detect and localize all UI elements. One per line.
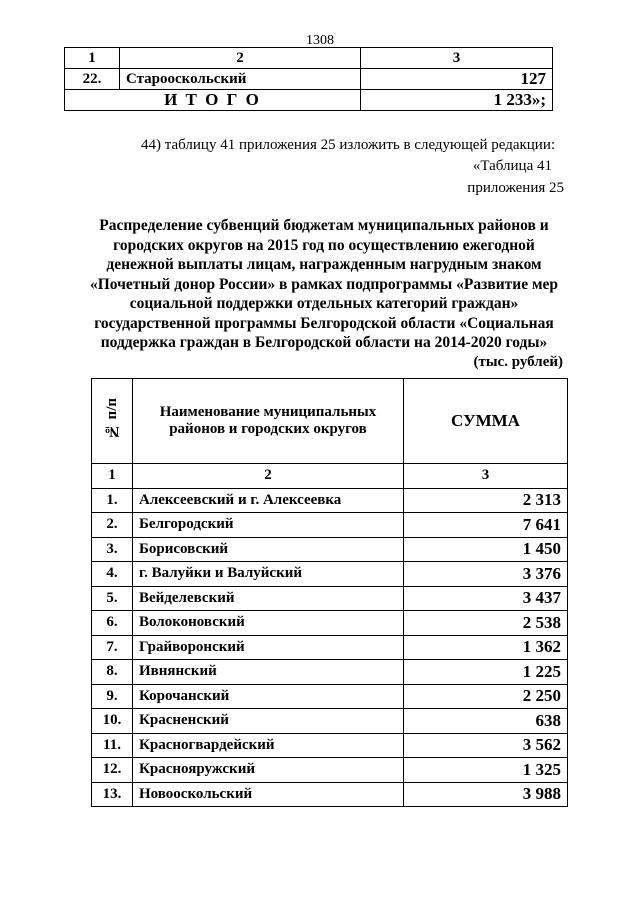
row-amount: 127 xyxy=(361,69,553,90)
row-amount: 2 538 xyxy=(404,611,568,636)
row-number: 7. xyxy=(92,635,133,660)
heading-line: государственной программы Белгородской области «Социальная xyxy=(94,314,554,332)
table-row xyxy=(92,684,568,709)
units-label: (тыс. рублей) xyxy=(473,354,563,370)
row-name: Грайворонский xyxy=(133,635,404,660)
row-name: Вейделевский xyxy=(133,586,404,611)
row-name: Корочанский xyxy=(133,684,404,709)
row-name: Новооскольский xyxy=(133,782,404,807)
header-name-line: Наименование муниципальных xyxy=(159,404,377,420)
table-row xyxy=(92,611,568,636)
table-row xyxy=(92,488,568,513)
document-heading xyxy=(64,216,584,353)
row-name: Белгородский xyxy=(133,513,404,538)
table-index-row xyxy=(92,464,568,489)
heading-line: городских округов на 2015 год по осуществлению ежегодной xyxy=(113,236,535,254)
row-name: Ивнянский xyxy=(133,660,404,685)
row-amount: 7 641 xyxy=(404,513,568,538)
header-name-line: районов и городских округов xyxy=(169,421,367,437)
row-name: Старооскольский xyxy=(120,69,361,90)
table-row xyxy=(92,562,568,587)
previous-table-end xyxy=(64,47,553,111)
row-name: г. Валуйки и Валуйский xyxy=(133,562,404,587)
row-amount: 3 988 xyxy=(404,782,568,807)
heading-line: «Почетный донор России» в рамках подпрограммы «Развитие мер xyxy=(89,275,559,293)
row-number: 13. xyxy=(92,782,133,807)
total-label: И Т О Г О xyxy=(65,90,361,111)
row-amount: 2 250 xyxy=(404,684,568,709)
table-row xyxy=(92,709,568,734)
row-amount: 3 376 xyxy=(404,562,568,587)
row-name: Краснояружский xyxy=(133,758,404,783)
table-header-row xyxy=(92,379,568,464)
total-value: 1 233»; xyxy=(361,90,553,111)
header-number-text: № п/п xyxy=(103,397,120,440)
row-number: 10. xyxy=(92,709,133,734)
index-cell: 3 xyxy=(404,464,568,489)
row-name: Волоконовский xyxy=(133,611,404,636)
heading-line: Распределение субвенций бюджетам муниципальных районов и xyxy=(99,217,549,234)
table-row xyxy=(92,513,568,538)
row-number: 1. xyxy=(92,488,133,513)
row-name: Красногвардейский xyxy=(133,733,404,758)
header-sum: СУММА xyxy=(404,379,568,464)
table-row xyxy=(92,586,568,611)
row-number: 8. xyxy=(92,660,133,685)
table-index-row xyxy=(65,48,553,69)
table-row xyxy=(92,660,568,685)
row-name: Красненский xyxy=(133,709,404,734)
table-row xyxy=(92,758,568,783)
row-amount: 1 362 xyxy=(404,635,568,660)
row-number: 4. xyxy=(92,562,133,587)
row-number: 3. xyxy=(92,537,133,562)
index-cell: 1 xyxy=(65,48,120,69)
instruction-text: 44) таблицу 41 приложения 25 изложить в следующей редакции: xyxy=(141,137,556,153)
row-amount: 1 325 xyxy=(404,758,568,783)
row-number: 11. xyxy=(92,733,133,758)
table-row xyxy=(92,635,568,660)
row-number: 12. xyxy=(92,758,133,783)
heading-line: поддержка граждан в Белгородской области на 2014-2020 годы» xyxy=(100,334,548,351)
row-number: 9. xyxy=(92,684,133,709)
row-name: Алексеевский и г. Алексеевка xyxy=(133,488,404,513)
row-name: Борисовский xyxy=(133,537,404,562)
row-number: 5. xyxy=(92,586,133,611)
row-amount: 3 437 xyxy=(404,586,568,611)
subsidies-table xyxy=(91,378,568,807)
heading-line: социальной поддержки отдельных категорий граждан» xyxy=(129,295,519,312)
index-cell: 2 xyxy=(120,48,361,69)
appendix-reference: приложения 25 xyxy=(467,180,564,196)
header-name xyxy=(133,379,404,464)
page-number: 1308 xyxy=(306,33,334,48)
table-row xyxy=(92,782,568,807)
row-number: 6. xyxy=(92,611,133,636)
row-amount: 638 xyxy=(404,709,568,734)
total-row xyxy=(65,90,553,111)
row-number: 22. xyxy=(65,69,120,90)
row-amount: 1 225 xyxy=(404,660,568,685)
index-cell: 1 xyxy=(92,464,133,489)
row-amount: 3 562 xyxy=(404,733,568,758)
heading-line: денежной выплаты лицам, награжденным нагрудным знаком xyxy=(106,256,542,273)
table-row xyxy=(92,733,568,758)
header-number xyxy=(92,379,133,464)
row-amount: 1 450 xyxy=(404,537,568,562)
table-row xyxy=(92,537,568,562)
index-cell: 2 xyxy=(133,464,404,489)
table-reference: «Таблица 41 xyxy=(472,158,552,174)
index-cell: 3 xyxy=(361,48,553,69)
table-row xyxy=(65,69,553,90)
row-amount: 2 313 xyxy=(404,488,568,513)
row-number: 2. xyxy=(92,513,133,538)
